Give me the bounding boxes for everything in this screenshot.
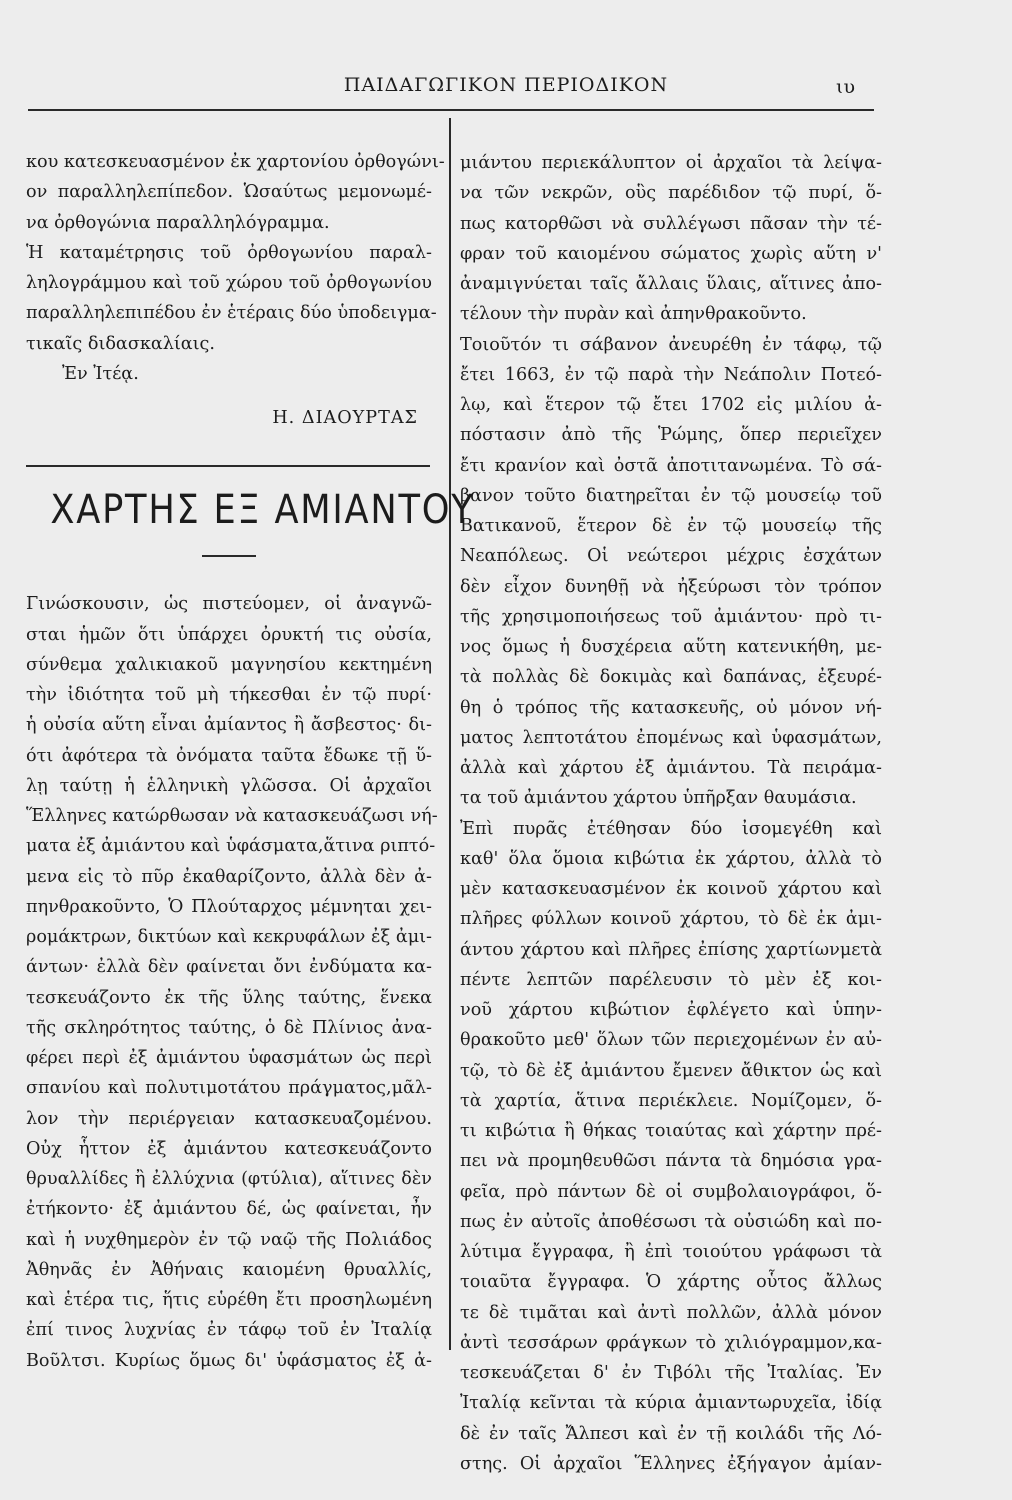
text-line: ἔτει 1663, ἐν τῷ παρὰ τὴν Νεάπολιν Ποτεό-: [460, 364, 882, 385]
text-line: Γινώσκουσιν, ὡς πιστεύομεν, οἱ ἀναγνῶ-: [26, 594, 432, 615]
article-title: ΧΑΡΤΗΣ ΕΞ ΑΜΙΑΝΤΟΥ: [50, 487, 475, 534]
text-line: ἔτι κρανίον καὶ ὀστᾶ ἀποτιτανωμένα. Τὸ σά-: [460, 455, 882, 476]
author-signature: Η. ΔΙΑΟΥΡΤΑΣ: [272, 408, 418, 428]
text-line: πλῆρες φύλλων κοινοῦ χάρτου, τὸ δὲ ἐκ ἀμι-: [460, 909, 882, 930]
text-line: λον τὴν περιέργειαν κατασκευαζομένου.: [26, 1108, 432, 1129]
text-line: βανον τοῦτο διατηρεῖται ἐν τῷ μουσείῳ τοῦ: [460, 485, 882, 506]
text-line: ἐτήκοντο· ἐξ ἀμιάντου δέ, ὡς φαίνεται, ἦν: [26, 1199, 432, 1220]
text-line: τε δὲ τιμᾶται καὶ ἀντὶ πολλῶν, ἀλλὰ μόνον: [460, 1302, 882, 1323]
text-line: να ὀρθογώνια παραλληλόγραμμα.: [26, 212, 330, 233]
left-column: [26, 147, 475, 1376]
text-line: παραλληλεπιπέδου ἐν ἑτέραις δύο ὑποδειγμα-: [26, 303, 437, 324]
text-line: καὶ ἑτέρα τις, ἥτις εὑρέθη ἔτι προσηλωμένη: [26, 1290, 432, 1310]
running-title: ΠΑΙΔΑΓΩΓΙΚΟΝ ΠΕΡΙΟΔΙΚΟΝ: [343, 74, 669, 96]
text-line: τῆς σκληρότητος ταύτης, ὁ δὲ Πλίνιος ἀνα-: [26, 1017, 432, 1038]
text-line: Ἀθηνᾶς ἐν Ἀθήναις καιομένη θρυαλλίς,: [26, 1259, 432, 1280]
section-rule: [26, 465, 430, 467]
text-line: φραν τοῦ καιομένου σώματος χωρὶς αὕτη ν': [460, 243, 882, 264]
page-number: ɩυ: [836, 76, 855, 98]
text-line: ἐπί τινος λυχνίας ἐν τάφῳ τοῦ ἐν Ἰταλίᾳ: [26, 1320, 432, 1341]
text-line: νος ὅμως ἡ δυσχέρεια αὕτη κατενικήθη, με-: [460, 637, 882, 657]
text-line: Βοῦλτσι. Κυρίως ὅμως δι' ὑφάσματος ἐξ ἀ-: [26, 1350, 432, 1371]
text-line: ον παραλληλεπίπεδον. Ὡσαύτως μεμονωμέ-: [26, 182, 432, 203]
text-line: τοιαῦτα ἔγγραφα. Ὁ χάρτης οὗτος ἄλλως: [460, 1272, 882, 1293]
text-line: πόστασιν ἀπὸ τῆς Ῥώμης, ὅπερ περιεῖχεν: [460, 425, 882, 446]
text-line: Βατικανοῦ, ἕτερον δὲ ἐν τῷ μουσείῳ τῆς: [460, 516, 882, 536]
text-line: θρακοῦτο μεθ' ὅλων τῶν περιεχομένων ἐν αὐ-: [460, 1030, 882, 1051]
text-line: τῆς χρησιμοποιήσεως τοῦ ἀμιάντου· πρὸ τι-: [460, 606, 882, 627]
text-line: ματος λεπτοτάτου ἐπομένως καὶ ὑφασμάτων,: [460, 727, 882, 748]
text-line: πέντε λεπτῶν παρέλευσιν τὸ μὲν ἐξ κοι-: [460, 969, 882, 990]
text-line: σται ἡμῶν ὅτι ὑπάρχει ὀρυκτή τις οὐσία,: [26, 624, 432, 645]
text-line: λύτιμα ἔγγραφα, ἢ ἐπὶ τοιούτου γράφωσι τὰ: [460, 1242, 882, 1262]
text-line: Ἰταλίᾳ κεῖνται τὰ κύρια ἀμιαντωρυχεῖα, ἰδίᾳ: [460, 1393, 882, 1414]
text-line: φεῖα, πρὸ πάντων δὲ οἱ συμβολαιογράφοι, ὅ-: [460, 1181, 882, 1202]
text-line: λῃ ταύτῃ ἡ ἑλληνικὴ γλῶσσα. Οἱ ἀρχαῖοι: [26, 775, 432, 796]
right-column: [460, 148, 882, 1479]
text-line: ότι ἀφότερα τὰ ὀνόματα ταῦτα ἔδωκε τῇ ὕ-: [26, 745, 432, 766]
text-line: σπανίου καὶ πολυτιμοτάτου πράγματος,μᾶλ-: [26, 1078, 432, 1099]
text-line: ληλογράμμου καὶ τοῦ χώρου τοῦ ὀρθογωνίου: [26, 273, 432, 293]
text-line: δὲ ἐν ταῖς Ἄλπεσι καὶ ἐν τῇ κοιλάδι τῆς Λό-: [460, 1423, 882, 1444]
text-line: άντων· ἐλλὰ δὲν φαίνεται ὄνι ἐνδύματα κα-: [26, 957, 432, 978]
text-line: Νεαπόλεως. Οἱ νεώτεροι μέχρις ἐσχάτων: [460, 546, 882, 567]
text-line: δὲν εἶχον δυνηθῇ νὰ ἠξεύρωσι τὸν τρόπον: [460, 576, 882, 597]
text-line: Τοιοῦτόν τι σάβανον ἀνευρέθη ἐν τάφῳ, τῷ: [460, 334, 882, 355]
text-line: τὰ πολλὰς δὲ δοκιμὰς καὶ δαπάνας, ἐξευρέ-: [460, 667, 882, 688]
text-line: τέλουν τὴν πυρὰν καὶ ἀπηνθρακοῦντο.: [460, 304, 807, 325]
text-line: ρομάκτρων, δικτύων καὶ κεκρυφάλων ἐξ ἀμι-: [26, 927, 432, 947]
text-line: μὲν κατασκευασμένον ἐκ κοινοῦ χάρτου καὶ: [460, 879, 882, 899]
text-line: Ἐπὶ πυρᾶς ἐτέθησαν δύο ἰσομεγέθη καὶ: [460, 818, 882, 839]
text-line: τα τοῦ ἀμιάντου χάρτου ὑπῆρξαν θαυμάσια.: [460, 788, 857, 809]
text-line: σύνθεμα χαλικιακοῦ μαγνησίου κεκτημένη: [26, 654, 432, 675]
header-rule: [28, 109, 874, 111]
text-line: τι κιβώτια ἢ θήκας τοιαύτας καὶ χάρτην πρέ-: [460, 1121, 882, 1141]
text-line: θη ὁ τρόπος τῆς κατασκευῆς, οὐ μόνον νή-: [460, 697, 882, 718]
place-line: Ἐν Ἰτέᾳ.: [62, 363, 139, 384]
text-line: μιάντου περιεκάλυπτον οἱ ἀρχαῖοι τὰ λείψα-: [460, 153, 882, 173]
text-line: τεσκευάζεται δ' ἐν Τιβόλι τῆς Ἰταλίας. Ἐν: [460, 1363, 882, 1383]
text-line: ἀναμιγνύεται ταῖς ἄλλαις ὕλαις, αἵτινες ἀπο-: [460, 274, 882, 294]
text-line: πηνθρακοῦντο, Ὁ Πλούταρχος μέμνηται χει-: [26, 896, 432, 917]
article-body: [26, 589, 438, 1376]
text-line: στης. Οἱ ἀρχαῖοι Ἕλληνες ἐξήγαγον ἀμίαν-: [460, 1453, 882, 1474]
text-line: νοῦ χάρτου κιβώτιον ἐφλέγετο καὶ ὑπην-: [460, 1000, 882, 1020]
text-line: τεσκευάζοντο ἐκ τῆς ὕλης ταύτης, ἕνεκα: [26, 987, 432, 1008]
text-line: καθ' ὅλα ὅμοια κιβώτια ἐκ χάρτου, ἀλλὰ τὸ: [460, 848, 882, 869]
text-line: Ἡ καταμέτρησις τοῦ ὀρθογωνίου παραλ-: [26, 242, 432, 263]
text-line: τῷ, τὸ δὲ ἐξ ἀμιάντου ἔμενεν ἄθικτον ὡς καὶ: [460, 1060, 882, 1081]
text-line: ἡ οὐσία αὕτη εἶναι ἀμίαντος ἢ ἄσβεστος· δι-: [26, 715, 432, 736]
text-line: πως κατορθῶσι νὰ συλλέγωσι πᾶσαν τὴν τέ-: [460, 213, 882, 234]
text-line: τὴν ἰδιότητα τοῦ μὴ τήκεσθαι ἐν τῷ πυρί·: [26, 685, 432, 705]
text-line: να τῶν νεκρῶν, οὓς παρέδιδον τῷ πυρί, ὅ-: [460, 183, 882, 204]
text-line: Οὐχ ἧττον ἐξ ἀμιάντου κατεσκευάζοντο: [26, 1138, 432, 1159]
text-line: λῳ, καὶ ἕτερον τῷ ἔτει 1702 εἰς μιλίου ἀ-: [460, 395, 882, 415]
text-line: φέρει περὶ ἐξ ἀμιάντου ὑφασμάτων ὡς περὶ: [26, 1048, 432, 1068]
text-line: τικαῖς διδασκαλίαις.: [26, 333, 215, 354]
title-dash: [202, 555, 256, 557]
text-line: Ἕλληνες κατώρθωσαν νὰ κατασκευάζωσι νή-: [26, 806, 438, 826]
text-line: άντου χάρτου καὶ πλῆρες ἐπίσης χαρτίωνμετὰ: [460, 939, 882, 960]
text-line: πει νὰ προμηθευθῶσι πάντα τὰ δημόσια γρα-: [460, 1151, 882, 1172]
text-line: ἀντὶ τεσσάρων φράγκων τὸ χιλιόγραμμον,κα-: [460, 1332, 882, 1353]
text-line: ματα ἐξ ἀμιάντου καὶ ὑφάσματα,ἅτινα ριπτό-: [26, 836, 436, 857]
text-line: ἀλλὰ καὶ χάρτου ἐξ ἀμιάντου. Τὰ πειράμα-: [460, 758, 882, 778]
text-line: πως ἐν αὐτοῖς ἀποθέσωσι τὰ οὐσιώδη καὶ πο-: [460, 1211, 882, 1232]
continuation-text: [26, 147, 445, 359]
text-line: θρυαλλίδες ἢ ἐλλύχνια (φτύλια), αἵτινες δὲν: [26, 1169, 432, 1189]
text-line: καὶ ἡ νυχθημερὸν ἐν τῷ ναῷ τῆς Πολιάδος: [26, 1229, 432, 1250]
text-line: μενα εἰς τὸ πῦρ ἐκαθαρίζοντο, ἀλλὰ δὲν ἀ-: [26, 866, 432, 887]
text-line: κου κατεσκευασμένον ἐκ χαρτονίου ὀρθογώνι-: [26, 152, 445, 172]
text-line: τὰ χαρτία, ἅτινα περιέκλειε. Νομίζομεν, ὅ-: [460, 1090, 882, 1111]
column-divider: [449, 118, 451, 1350]
